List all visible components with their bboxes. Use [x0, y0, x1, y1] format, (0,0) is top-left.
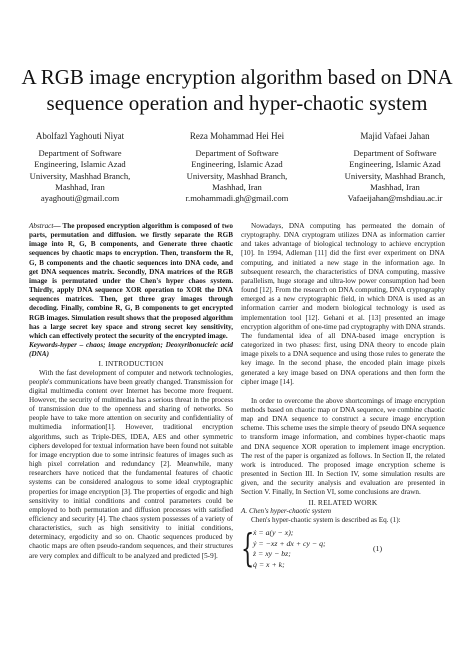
- abstract: [29, 222, 233, 341]
- left-column: [29, 222, 233, 561]
- author-name: Majid Vafaei Jahan: [360, 131, 430, 141]
- keywords: [29, 341, 233, 359]
- equation-line: ẏ = −xz + dx + cy − q;: [253, 538, 326, 548]
- subsection-heading: A. Chen's hyper-chaotic system: [241, 506, 332, 515]
- abstract-label: Abstract: [29, 222, 54, 230]
- author-email: Vafaeijahan@mshdiau.ac.ir: [347, 193, 443, 204]
- equation-lines: [253, 528, 326, 570]
- equation-number: (1): [373, 544, 383, 553]
- author-name: Reza Mohammad Hei Hei: [189, 131, 285, 141]
- author-email: r.mohammadi.gh@gmail.com: [185, 193, 289, 204]
- author-affiliation: University, Mashhad Branch,: [186, 170, 288, 181]
- body-paragraph-1: Nowadays, DNA computing has permeated the domain of cryptography. DNA cryptogram utilizes DNA as information carrier and takes advantage of biological technology to achieve encryption [10]. In 1994, Adleman [11] did the first ever experiment on DNA computing, and initiated a new stage in the information age. In subsequent research, the characteristics of DNA computing, massive parallelism, huge storage and ultra-low power consumption had been found [12]. From the research on DNA computing, DNA cryptography emerged as a new cryptographic field, in which DNA is used as an information carrier and modern biological technology is used as implementation tool [12]. Gehani et al. [13] presented an image encryption algorithm of one-time pad cryptography with DNA strands. The fundamental idea of all DNA-based image encryption is categorized in two phases: first, using DNA theory to encode plain image pixels to a DNA sequence and using those rules to generate the key image. In the second phase, the encoded plain image pixels generated a key image based on DNA operations and then form the cipher image [14].: [241, 222, 445, 386]
- right-column: [241, 222, 445, 572]
- equation-line: q̇ = x + k;: [253, 559, 285, 569]
- author-affiliation: Department of Software: [195, 148, 279, 159]
- author-name: Abolfazl Yaghouti Niyat: [35, 131, 125, 141]
- author-block-2: [162, 131, 312, 204]
- author-affiliation: University, Mashhad Branch,: [29, 170, 131, 181]
- keywords-label: Keywords-hyper: [29, 341, 77, 350]
- author-location: Mashhad, Iran: [212, 181, 262, 192]
- title-line-1: A RGB image encryption algorithm based on DNA: [21, 65, 453, 89]
- author-affiliation: University, Mashhad Branch,: [344, 170, 446, 181]
- title-line-2: sequence operation and hyper-chaotic system: [46, 91, 428, 115]
- keywords-text: – chaos; image encryption; Deoxyribonucleic acid (DNA): [29, 341, 233, 359]
- author-email: ayaghouti@gmail.com: [40, 193, 120, 204]
- author-block-3: [320, 131, 470, 204]
- author-block-1: [5, 131, 155, 204]
- author-affiliation: Department of Software: [353, 148, 437, 159]
- author-affiliation: Engineering, Islamic Azad: [34, 159, 126, 170]
- equation-line: ẋ = a(y − x);: [253, 528, 294, 537]
- author-affiliation: Engineering, Islamic Azad: [191, 159, 283, 170]
- author-affiliation: Engineering, Islamic Azad: [349, 159, 441, 170]
- equation-line: ż = xy − bz;: [253, 549, 291, 559]
- author-location: Mashhad, Iran: [55, 181, 105, 192]
- paper-title: [10, 64, 464, 116]
- abstract-text: — The proposed encryption algorithm is composed of two parts, permutation and diffusion. we firstly separate the RGB image into R, G, B components, and Generate three chaotic sequences by chaotic maps to encryption. Then, transform the R, G, B components and the chaotic sequences into DNA code, and get DNA sequences matrix. Secondly, DNA matrices of the RGB image is permutated under the Chen's hyper chaos system. Thirdly, apply DNA sequence XOR operation to XOR the DNA sequences matrices. Then, get three gray images through decoding. Finally, combine R, G, B components to get encrypted RGB images. Simulation result shows that the proposed algorithm has a large secret key space and strong secret key sensitivity, which can effectively protect the security of the encrypted image.: [29, 222, 233, 340]
- section-heading-related-work: II. RELATED WORK: [308, 497, 378, 507]
- introduction-paragraph: With the fast development of computer and network technologies, people's communications have been greatly changed. Transmission for digital multimedia content over Internet has become more frequent. However, the security of multimedia has a serious threat in the process of transmission due to the openness and sharing of networks. So people have to take more attention on security and confidentiality of multimedia information[1]. However, traditional encryption algorithms, such as Triple-DES, IDEA, AES and other symmetric ciphers developed for textual information have been found not suitable for image encryption due to some intrinsic features of images such as high pixel correlation and redundancy [2]. Meanwhile, many researchers have noticed that the fundamental features of chaotic systems can be considered analogous to some ideal cryptographic properties for image encryption [3]. The properties of ergodic and high sensitivity to initial conditions and control parameters could be employed to both permutation and diffusion processes with satisfied efficiency and security [4]. The chaos system possesses of a variety of characteristics, such as high sensitivity to initial conditions, determinacy, ergodicity and so on. Chaotic sequences produced by chaotic maps are often pseudo-random sequences, and their structures are very complex and difficult to be analyzed and predicted [5-9].: [29, 368, 233, 560]
- author-location: Mashhad, Iran: [370, 181, 420, 192]
- left-brace-symbol: {: [241, 526, 255, 570]
- body-paragraph-2: In order to overcome the above shortcomings of image encryption methods based on chaotic map or DNA sequence, we combine chaotic map and DNA sequence to construct a secure image encryption scheme. This scheme uses the simple theory of pseudo DNA sequence to transform image information, and combines hyper-chaotic maps and DNA sequence XOR operation to implement image encryption. The rest of the paper is organized as follows. In Section II, the related work is introduced. The proposed image encryption scheme is presented in Section III. In Section IV, some simulation results are given, and the security analysis and evaluation are presented in Section V. Finally, In Section VI, some conclusions are drawn.: [241, 396, 445, 497]
- author-affiliation: Department of Software: [38, 148, 122, 159]
- chen-intro-text: Chen's hyper-chaotic system is described as Eq. (1):: [251, 515, 401, 524]
- section-heading-introduction: I. INTRODUCTION: [98, 359, 164, 369]
- equation-block: [241, 528, 445, 572]
